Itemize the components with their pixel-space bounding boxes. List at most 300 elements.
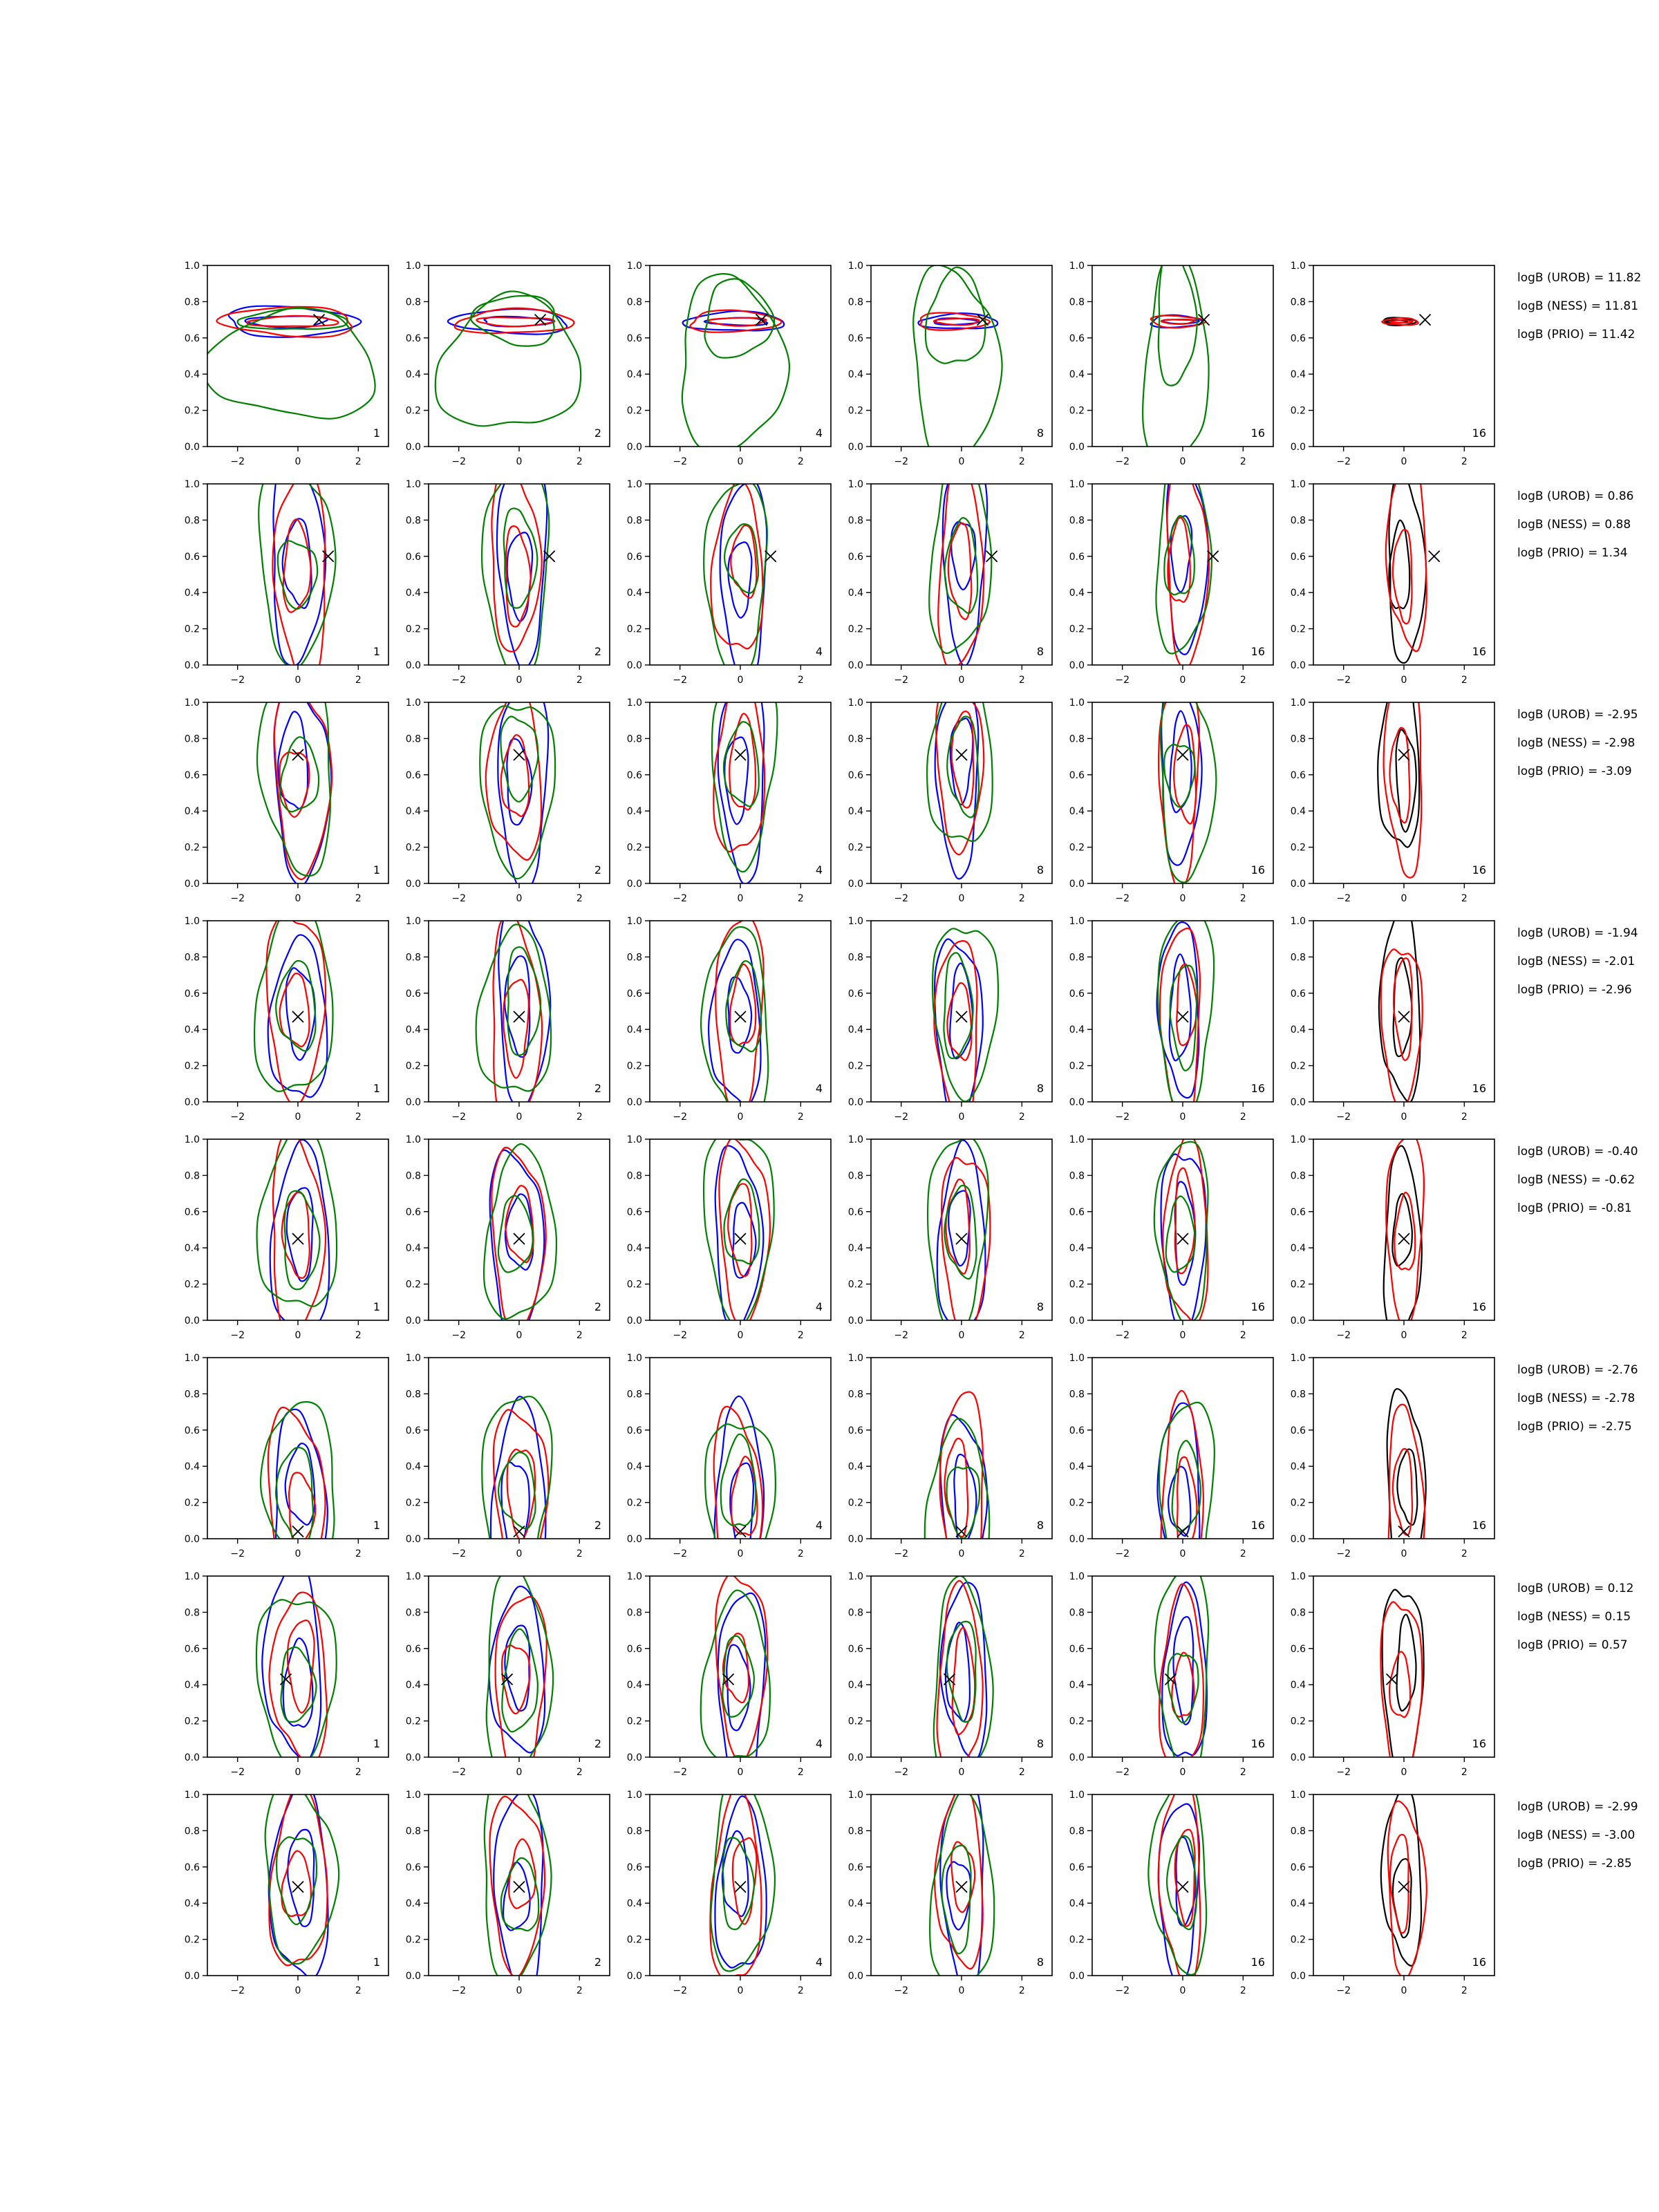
true-value-marker [1177, 749, 1188, 760]
y-tick-label: 0.2 [184, 624, 200, 635]
x-tick-label: 0 [516, 675, 523, 686]
logb-label: logB (UROB) = -0.40 [1517, 1145, 1638, 1159]
logb-label: logB (UROB) = 0.12 [1517, 1582, 1634, 1595]
y-tick-label: 1.0 [1290, 261, 1306, 272]
x-tick-label: −2 [451, 1985, 466, 1996]
y-tick-label: 0.4 [626, 369, 642, 381]
x-tick-label: −2 [1115, 1767, 1130, 1778]
y-tick-label: 0.8 [626, 297, 642, 308]
contour-green [202, 308, 375, 418]
y-tick-label: 0.6 [405, 332, 421, 344]
contour-green [1156, 451, 1211, 653]
y-tick-label: 0.6 [1069, 1643, 1085, 1655]
column-label: 1 [373, 645, 380, 658]
column-label: 16 [1472, 1737, 1486, 1750]
y-tick-label: 0.0 [405, 660, 421, 671]
y-tick-label: 0.2 [1069, 1716, 1085, 1727]
x-tick-label: 0 [1400, 1985, 1407, 1996]
y-tick-label: 1.0 [847, 1134, 863, 1145]
column-label: 1 [373, 1082, 380, 1095]
x-tick-label: 2 [797, 1985, 804, 1996]
contour-green [721, 1434, 756, 1526]
subplot-r7-c3 [627, 1571, 831, 1798]
x-tick-label: 2 [1461, 1330, 1468, 1341]
x-tick-label: 2 [576, 1548, 583, 1559]
y-tick-label: 0.2 [626, 1497, 642, 1509]
x-tick-label: 0 [958, 1548, 965, 1559]
contour-group [704, 1132, 774, 1329]
y-tick-label: 0.8 [1290, 733, 1306, 745]
y-tick-label: 1.0 [626, 1353, 642, 1364]
y-tick-label: 0.4 [847, 1680, 863, 1691]
y-tick-label: 0.6 [184, 1643, 200, 1655]
y-tick-label: 0.2 [847, 1060, 863, 1072]
axes-frame [1313, 1139, 1494, 1320]
y-tick-label: 0.6 [405, 1643, 421, 1655]
y-tick-label: 0.4 [405, 588, 421, 599]
y-tick-label: 0.8 [626, 1389, 642, 1400]
contour-group [925, 1392, 989, 1607]
x-tick-label: 2 [1239, 1767, 1246, 1778]
true-value-marker [292, 1882, 303, 1893]
column-label: 1 [373, 1737, 380, 1750]
subplot-r3-c3 [627, 668, 831, 904]
contour-blue [730, 1463, 753, 1559]
x-tick-label: 2 [797, 1548, 804, 1559]
column-label: 1 [373, 1519, 380, 1532]
y-tick-label: 0.0 [847, 442, 863, 453]
x-tick-label: 2 [355, 675, 362, 686]
axes-frame [650, 1794, 831, 1976]
y-tick-label: 0.2 [1290, 1497, 1306, 1509]
x-tick-label: 0 [737, 456, 744, 467]
y-tick-label: 1.0 [405, 697, 421, 709]
x-tick-label: −2 [894, 675, 908, 686]
column-label: 16 [1250, 863, 1265, 877]
true-value-marker [514, 1882, 525, 1893]
y-tick-label: 0.0 [405, 442, 421, 453]
axes-frame [650, 1358, 831, 1539]
contour-group [435, 291, 581, 426]
x-tick-label: −2 [451, 893, 466, 904]
column-label: 2 [594, 1082, 601, 1095]
column-label: 16 [1472, 1300, 1486, 1313]
y-tick-label: 0.4 [1069, 1024, 1085, 1036]
subplot-r7-c4 [848, 1571, 1052, 1791]
x-tick-label: 0 [1179, 1548, 1186, 1559]
y-tick-label: 0.2 [626, 1279, 642, 1291]
y-tick-label: 0.0 [1290, 1752, 1306, 1763]
contour-group [1154, 1134, 1208, 1336]
subplot-r2-c3 [627, 479, 831, 688]
y-tick-label: 0.0 [405, 879, 421, 890]
contour-green [257, 1125, 337, 1306]
axes-frame [871, 1139, 1052, 1320]
y-tick-label: 0.0 [1290, 1534, 1306, 1545]
y-tick-label: 0.8 [1069, 952, 1085, 964]
contour-red [1175, 1830, 1195, 1927]
contour-red [269, 1783, 327, 1966]
y-tick-label: 0.2 [1290, 405, 1306, 417]
y-tick-label: 0.6 [1290, 1425, 1306, 1436]
subplot-r7-c2 [406, 1568, 610, 1785]
y-tick-label: 0.2 [847, 842, 863, 854]
column-label: 16 [1250, 1519, 1265, 1532]
x-tick-label: −2 [1115, 893, 1130, 904]
y-tick-label: 0.6 [405, 1425, 421, 1436]
contour-red [1174, 725, 1196, 824]
y-tick-label: 0.2 [405, 1497, 421, 1509]
logb-label: logB (NESS) = -2.78 [1517, 1391, 1635, 1405]
contour-red [281, 1851, 310, 1917]
y-tick-label: 0.4 [1069, 1243, 1085, 1255]
column-label: 16 [1250, 1300, 1265, 1313]
contour-red [274, 683, 332, 879]
y-tick-label: 1.0 [405, 1790, 421, 1801]
y-tick-label: 0.4 [1290, 1461, 1306, 1473]
y-tick-label: 0.2 [184, 1934, 200, 1946]
x-tick-label: −2 [1115, 675, 1130, 686]
x-tick-label: 0 [737, 675, 744, 686]
logb-label: logB (NESS) = -2.98 [1517, 736, 1635, 750]
x-tick-label: 2 [355, 1548, 362, 1559]
y-tick-label: 0.0 [626, 1971, 642, 1982]
y-tick-label: 0.4 [184, 1243, 200, 1255]
y-tick-label: 0.8 [405, 952, 421, 964]
y-tick-label: 0.8 [1290, 1389, 1306, 1400]
x-tick-label: 0 [516, 1985, 523, 1996]
column-label: 16 [1472, 1082, 1486, 1095]
true-value-marker [514, 749, 525, 760]
x-tick-label: 0 [1179, 1767, 1186, 1778]
y-tick-label: 0.6 [184, 551, 200, 563]
logb-label: logB (PRIO) = -2.75 [1517, 1420, 1632, 1434]
contour-group [701, 1574, 770, 1797]
y-tick-label: 1.0 [626, 697, 642, 709]
y-tick-label: 0.2 [405, 624, 421, 635]
column-label: 16 [1472, 427, 1486, 440]
contour-group [1382, 318, 1418, 326]
subplot-r6-c4 [848, 1353, 1052, 1606]
subplot-r1-c5 [1069, 245, 1273, 471]
axes-frame [871, 484, 1052, 665]
x-tick-label: −2 [1336, 1767, 1351, 1778]
column-label: 8 [1036, 1300, 1044, 1313]
column-label: 16 [1472, 645, 1486, 658]
y-tick-label: 0.4 [626, 1461, 642, 1473]
y-tick-label: 0.2 [1069, 842, 1085, 854]
column-label: 1 [373, 863, 380, 877]
y-tick-label: 0.8 [405, 515, 421, 527]
contour-green [1143, 245, 1208, 471]
contour-blue [733, 1203, 756, 1278]
contour-group [257, 1125, 337, 1335]
axes-frame [207, 1794, 388, 1976]
y-tick-label: 0.8 [405, 1170, 421, 1182]
y-tick-label: 0.2 [405, 1716, 421, 1727]
logb-label: logB (PRIO) = 0.57 [1517, 1638, 1628, 1652]
y-tick-label: 1.0 [847, 1790, 863, 1801]
logb-label: logB (NESS) = -2.01 [1517, 955, 1635, 968]
y-tick-label: 0.0 [1290, 1097, 1306, 1108]
contour-black [1379, 905, 1420, 1103]
contour-black [1397, 1449, 1417, 1525]
y-tick-label: 1.0 [626, 261, 642, 272]
y-tick-label: 0.8 [847, 952, 863, 964]
y-tick-label: 0.6 [626, 988, 642, 1000]
contour-group [1378, 664, 1421, 877]
x-tick-label: 0 [294, 1548, 301, 1559]
y-tick-label: 0.4 [1069, 806, 1085, 818]
axes-frame [429, 1358, 610, 1539]
contour-group [701, 918, 768, 1130]
column-label: 1 [373, 1956, 380, 1969]
y-tick-label: 0.6 [626, 1206, 642, 1218]
contour-red [503, 980, 529, 1078]
y-tick-label: 1.0 [405, 261, 421, 272]
column-label: 4 [815, 645, 823, 658]
x-tick-label: −2 [673, 1548, 687, 1559]
x-tick-label: 2 [1018, 1330, 1025, 1341]
y-tick-label: 0.0 [1290, 1315, 1306, 1327]
y-tick-label: 0.2 [847, 405, 863, 417]
true-value-marker [514, 1011, 525, 1022]
column-label: 16 [1250, 1956, 1265, 1969]
y-tick-label: 0.4 [1290, 369, 1306, 381]
y-tick-label: 0.8 [184, 1826, 200, 1837]
x-tick-label: −2 [1115, 1985, 1130, 1996]
y-tick-label: 0.2 [626, 1716, 642, 1727]
axes-frame [1092, 1576, 1273, 1757]
y-tick-label: 0.0 [847, 1971, 863, 1982]
y-tick-label: 0.6 [626, 1643, 642, 1655]
y-tick-label: 1.0 [405, 916, 421, 927]
true-value-marker [292, 1011, 303, 1022]
y-tick-label: 1.0 [847, 1571, 863, 1582]
x-tick-label: 2 [1018, 1112, 1025, 1123]
y-tick-label: 1.0 [1069, 1571, 1085, 1582]
y-tick-label: 0.8 [405, 1607, 421, 1619]
x-tick-label: −2 [673, 893, 687, 904]
y-tick-label: 1.0 [184, 1134, 200, 1145]
y-tick-label: 0.6 [1069, 1206, 1085, 1218]
y-tick-label: 1.0 [405, 1134, 421, 1145]
y-tick-label: 0.0 [1069, 1097, 1085, 1108]
contour-blue [1162, 1582, 1207, 1756]
y-tick-label: 0.0 [626, 1534, 642, 1545]
y-tick-label: 0.6 [1069, 551, 1085, 563]
x-tick-label: 0 [516, 1548, 523, 1559]
y-tick-label: 0.6 [1290, 988, 1306, 1000]
y-tick-label: 1.0 [405, 1353, 421, 1364]
y-tick-label: 0.6 [1290, 769, 1306, 781]
x-tick-label: 0 [737, 1985, 744, 1996]
x-tick-label: 0 [294, 1330, 301, 1341]
y-tick-label: 0.6 [1069, 1862, 1085, 1873]
x-tick-label: −2 [451, 1767, 466, 1778]
y-tick-label: 0.0 [1069, 1315, 1085, 1327]
contour-group [265, 1782, 339, 1979]
contour-green [947, 1468, 980, 1539]
x-tick-label: 2 [797, 1112, 804, 1123]
y-tick-label: 0.8 [184, 733, 200, 745]
axes-frame [1092, 1794, 1273, 1976]
x-tick-label: 0 [1179, 456, 1186, 467]
y-tick-label: 0.4 [626, 1024, 642, 1036]
contour-green [276, 1447, 313, 1544]
y-tick-label: 0.8 [184, 297, 200, 308]
x-tick-label: 0 [1179, 1330, 1186, 1341]
x-tick-label: 0 [737, 1548, 744, 1559]
true-value-marker [735, 1882, 746, 1893]
column-label: 16 [1472, 863, 1486, 877]
contour-black [1384, 1146, 1422, 1339]
contour-red [1381, 1602, 1423, 1788]
y-tick-label: 0.8 [1290, 1170, 1306, 1182]
contour-group [484, 1144, 556, 1343]
y-tick-label: 0.6 [1290, 1862, 1306, 1873]
true-value-marker [956, 1882, 967, 1893]
column-label: 8 [1036, 863, 1044, 877]
x-tick-label: 2 [797, 1767, 804, 1778]
x-tick-label: 0 [1179, 893, 1186, 904]
y-tick-label: 0.2 [1069, 405, 1085, 417]
contour-group [934, 1576, 993, 1791]
y-tick-label: 0.8 [1069, 1170, 1085, 1182]
contour-red [1161, 1391, 1203, 1589]
contour-blue [935, 684, 979, 879]
y-tick-label: 0.2 [405, 1060, 421, 1072]
x-tick-label: 2 [1461, 1985, 1468, 1996]
x-tick-label: 2 [797, 1330, 804, 1341]
y-tick-label: 0.2 [405, 405, 421, 417]
contour-green [701, 1591, 770, 1761]
axes-frame [207, 1576, 388, 1757]
x-tick-label: −2 [1115, 1548, 1130, 1559]
subplot-r2-c6 [1291, 453, 1494, 686]
column-label: 8 [1036, 1737, 1044, 1750]
true-value-marker [735, 1233, 746, 1244]
y-tick-label: 0.0 [626, 879, 642, 890]
contour-group [929, 449, 991, 671]
y-tick-label: 1.0 [1069, 1353, 1085, 1364]
x-tick-label: −2 [1115, 1112, 1130, 1123]
subplot-r6-c3 [627, 1353, 831, 1610]
y-tick-label: 0.0 [626, 1315, 642, 1327]
x-tick-label: 0 [516, 1112, 523, 1123]
y-tick-label: 0.0 [184, 879, 200, 890]
contour-blue [1161, 669, 1201, 865]
x-tick-label: 0 [737, 1112, 744, 1123]
y-tick-label: 0.4 [405, 1680, 421, 1691]
x-tick-label: −2 [230, 893, 245, 904]
subplot-r5-c1 [185, 1125, 388, 1341]
y-tick-label: 0.0 [1290, 660, 1306, 671]
contour-green [254, 897, 332, 1091]
contour-blue [505, 1625, 529, 1711]
x-tick-label: −2 [230, 1548, 245, 1559]
x-tick-label: 2 [576, 1985, 583, 1996]
x-tick-label: −2 [894, 1985, 908, 1996]
y-tick-label: 0.4 [405, 1898, 421, 1910]
logb-label: logB (PRIO) = -2.96 [1517, 983, 1632, 997]
y-tick-label: 0.8 [1290, 515, 1306, 527]
y-tick-label: 0.8 [184, 515, 200, 527]
y-tick-label: 0.4 [184, 1680, 200, 1691]
x-tick-label: −2 [1336, 675, 1351, 686]
subplot-r4-c1 [185, 897, 388, 1123]
subplot-r5-c6 [1291, 1134, 1494, 1341]
y-tick-label: 1.0 [1290, 1353, 1306, 1364]
subplot-r8-c1 [185, 1782, 388, 1996]
y-tick-label: 0.4 [626, 1243, 642, 1255]
y-tick-label: 0.8 [626, 733, 642, 745]
x-tick-label: 2 [1461, 1548, 1468, 1559]
axes-frame [871, 1794, 1052, 1976]
contour-blue [503, 1862, 530, 1930]
y-tick-label: 0.4 [847, 1024, 863, 1036]
y-tick-label: 0.8 [1069, 733, 1085, 745]
y-tick-label: 1.0 [1069, 261, 1085, 272]
contour-green [1161, 676, 1216, 883]
y-tick-label: 0.2 [405, 1279, 421, 1291]
x-tick-label: 2 [1018, 675, 1025, 686]
contour-group [256, 1560, 337, 1772]
column-label: 2 [594, 1956, 601, 1969]
x-tick-label: 2 [1018, 1985, 1025, 1996]
y-tick-label: 0.0 [1290, 442, 1306, 453]
true-value-marker [292, 1526, 303, 1537]
subplot-r4-c5 [1069, 912, 1273, 1127]
y-tick-label: 0.2 [1069, 1060, 1085, 1072]
axes-frame [871, 265, 1052, 447]
y-tick-label: 1.0 [847, 1353, 863, 1364]
axes-frame [1313, 1794, 1494, 1976]
y-tick-label: 1.0 [847, 261, 863, 272]
logb-label: logB (UROB) = -2.76 [1517, 1363, 1638, 1377]
axes-frame [207, 921, 388, 1102]
contour-green [276, 961, 315, 1051]
column-label: 16 [1472, 1519, 1486, 1532]
x-tick-label: 2 [1461, 893, 1468, 904]
subplot-r2-c1 [185, 448, 388, 686]
y-tick-label: 1.0 [184, 1790, 200, 1801]
x-tick-label: 0 [737, 893, 744, 904]
x-tick-label: 2 [355, 1767, 362, 1778]
x-tick-label: −2 [451, 1548, 466, 1559]
y-tick-label: 1.0 [847, 479, 863, 490]
x-tick-label: 0 [516, 1330, 523, 1341]
x-tick-label: 0 [958, 1112, 965, 1123]
contour-group [482, 453, 549, 683]
x-tick-label: 0 [1400, 893, 1407, 904]
contour-group [1387, 1389, 1426, 1613]
subplot-r5-c5 [1069, 1134, 1273, 1341]
axes-frame [207, 265, 388, 447]
x-tick-label: 2 [1461, 675, 1468, 686]
subplot-r1-c6 [1291, 261, 1494, 467]
contour-red [731, 525, 756, 598]
y-tick-label: 0.2 [184, 1279, 200, 1291]
axes-frame [429, 1576, 610, 1757]
x-tick-label: 2 [1239, 1330, 1246, 1341]
x-tick-label: 0 [958, 1330, 965, 1341]
axes-frame [650, 1576, 831, 1757]
contour-group [254, 897, 332, 1107]
y-tick-label: 1.0 [1069, 1790, 1085, 1801]
logb-label: logB (PRIO) = -2.85 [1517, 1857, 1632, 1871]
contour-green [257, 662, 330, 876]
